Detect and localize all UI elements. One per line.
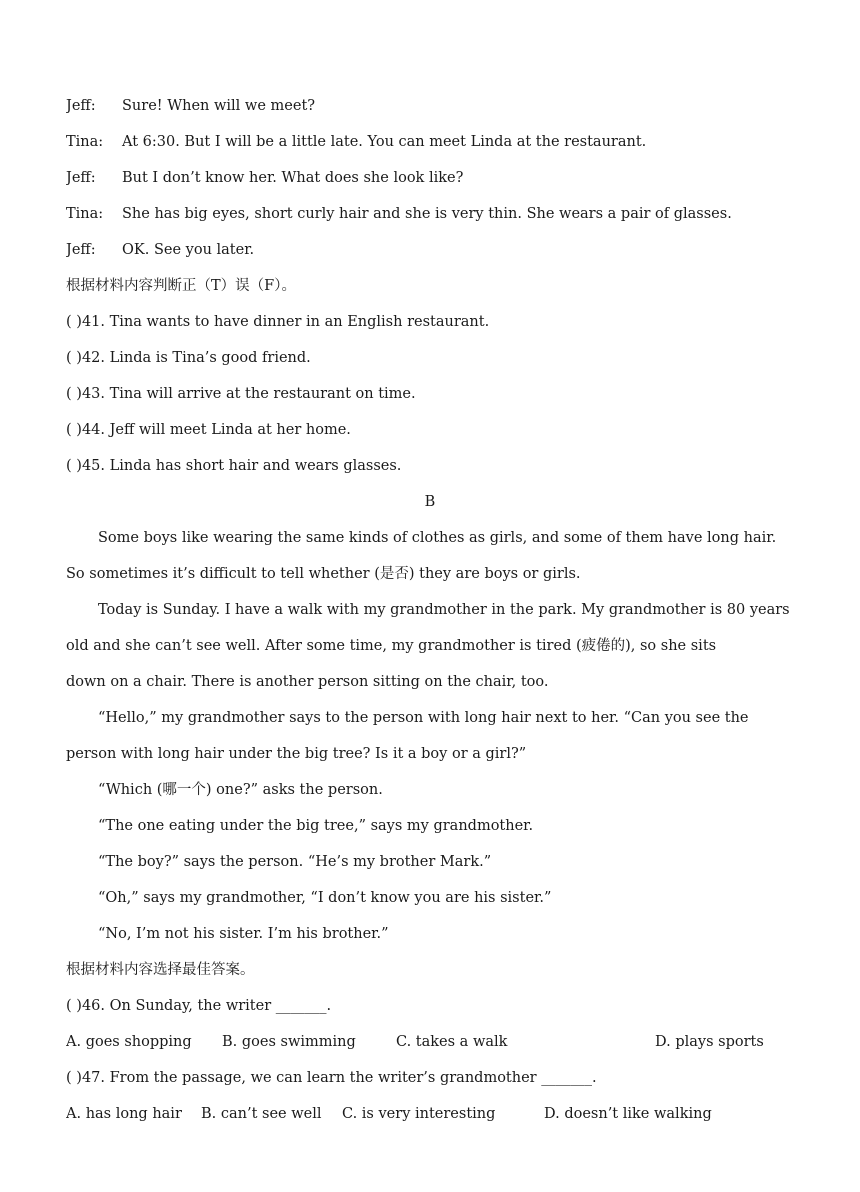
question-44 <box>66 418 800 442</box>
dialogue-text: At 6:30. But I will be a little late. You can meet Linda at the restaurant. <box>122 134 647 150</box>
question-47-options <box>66 1102 800 1126</box>
answer-blank[interactable]: ( ) <box>66 314 82 330</box>
passage-line: down on a chair. There is another person sitting on the chair, too. <box>66 674 549 690</box>
passage-line: old and she can’t see well. After some time, my grandmother is tired (疲倦的), so she sits <box>66 638 717 654</box>
passage-line: “Oh,” says my grandmother, “I don’t know you are his sister.” <box>98 890 552 906</box>
question-42 <box>66 346 800 370</box>
question-47 <box>66 1066 800 1090</box>
passage-line: “Which (哪一个) one?” asks the person. <box>98 782 383 798</box>
speaker-name: Jeff: <box>66 98 96 114</box>
dialogue-line <box>66 94 800 118</box>
answer-blank[interactable]: ( ) <box>66 350 82 366</box>
question-text: 42. Linda is Tina’s good friend. <box>81 350 311 366</box>
question-text: 44. Jeff will meet Linda at her home. <box>81 422 351 438</box>
dialogue-line <box>66 130 800 154</box>
speaker-name: Tina: <box>66 134 104 150</box>
dialogue-text: OK. See you later. <box>122 242 255 258</box>
question-text: 41. Tina wants to have dinner in an English restaurant. <box>81 314 490 330</box>
question-text: 46. On Sunday, the writer _______. <box>81 998 332 1014</box>
speaker-name: Tina: <box>66 206 104 222</box>
question-45 <box>66 454 800 478</box>
question-text: 45. Linda has short hair and wears glasses. <box>81 458 402 474</box>
speaker-name: Jeff: <box>66 170 96 186</box>
section-b-heading: B <box>424 494 436 510</box>
passage-line: “The boy?” says the person. “He’s my brother Mark.” <box>98 854 492 870</box>
option-a[interactable]: A. goes shopping <box>66 1034 192 1050</box>
question-text: 43. Tina will arrive at the restaurant on time. <box>81 386 416 402</box>
question-text: 47. From the passage, we can learn the writer’s grandmother _______. <box>81 1070 597 1086</box>
option-d[interactable]: D. doesn’t like walking <box>544 1106 712 1122</box>
passage-line: “No, I’m not his sister. I’m his brother.” <box>98 926 389 942</box>
dialogue-line <box>66 238 800 262</box>
section-b-instruction: 根据材料内容选择最佳答案。 <box>66 962 255 978</box>
question-46-options <box>66 1030 800 1054</box>
answer-blank[interactable]: ( ) <box>66 458 82 474</box>
passage-line: So sometimes it’s difficult to tell whether (是否) they are boys or girls. <box>66 566 581 582</box>
answer-blank[interactable]: ( ) <box>66 1070 82 1086</box>
passage-line: Some boys like wearing the same kinds of clothes as girls, and some of them have long hair. <box>98 530 777 546</box>
dialogue-text: But I don’t know her. What does she look like? <box>122 170 464 186</box>
option-a[interactable]: A. has long hair <box>66 1106 182 1122</box>
option-d[interactable]: D. plays sports <box>655 1034 764 1050</box>
option-c[interactable]: C. takes a walk <box>396 1034 508 1050</box>
answer-blank[interactable]: ( ) <box>66 422 82 438</box>
dialogue-text: Sure! When will we meet? <box>122 98 316 114</box>
section-a-instruction: 根据材料内容判断正（T）误（F）。 <box>66 278 296 294</box>
passage-line: “Hello,” my grandmother says to the person with long hair next to her. “Can you see the <box>98 710 749 726</box>
question-46 <box>66 994 800 1018</box>
dialogue-line <box>66 202 800 226</box>
option-b[interactable]: B. can’t see well <box>201 1106 322 1122</box>
passage-line: person with long hair under the big tree? Is it a boy or a girl?” <box>66 746 527 762</box>
option-c[interactable]: C. is very interesting <box>342 1106 496 1122</box>
dialogue-text: She has big eyes, short curly hair and she is very thin. She wears a pair of glasses. <box>122 206 732 222</box>
question-43 <box>66 382 800 406</box>
question-41 <box>66 310 800 334</box>
passage-line: Today is Sunday. I have a walk with my grandmother in the park. My grandmother is 80 years <box>98 602 790 618</box>
option-b[interactable]: B. goes swimming <box>222 1034 356 1050</box>
answer-blank[interactable]: ( ) <box>66 386 82 402</box>
answer-blank[interactable]: ( ) <box>66 998 82 1014</box>
dialogue-line <box>66 166 800 190</box>
passage-line: “The one eating under the big tree,” says my grandmother. <box>98 818 534 834</box>
speaker-name: Jeff: <box>66 242 96 258</box>
